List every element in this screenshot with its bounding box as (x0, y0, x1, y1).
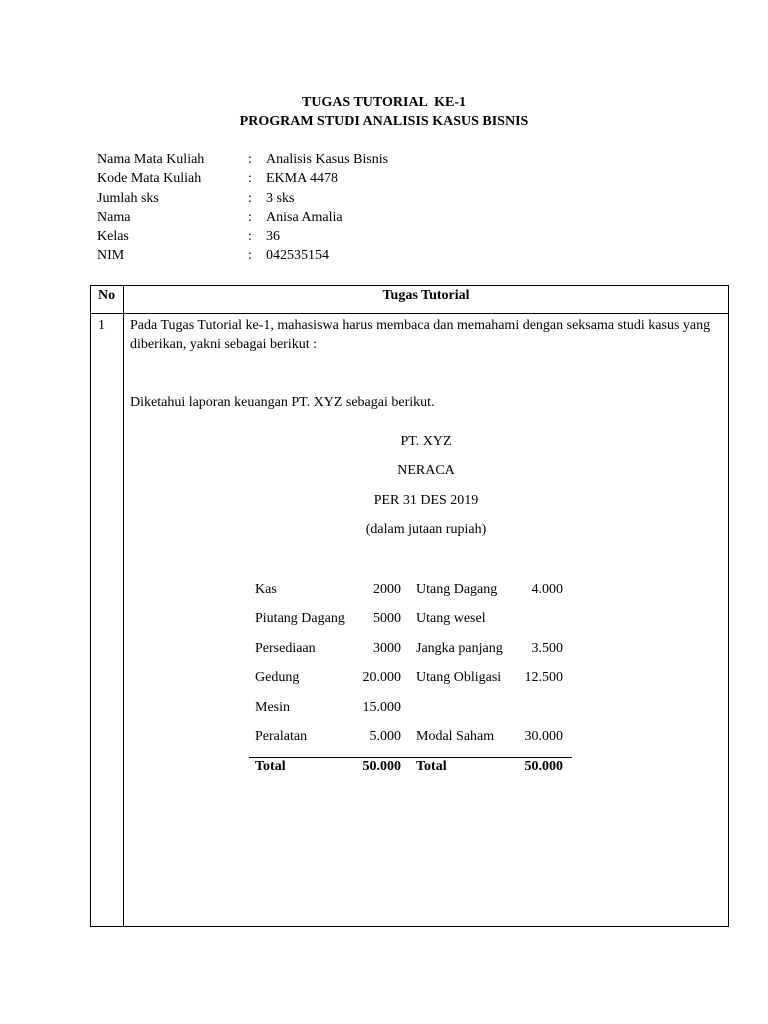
asset-value: 20.000 (362, 670, 401, 685)
asset-label: Kas (255, 582, 277, 597)
asset-label: Piutang Dagang (255, 611, 345, 626)
column-divider (123, 286, 124, 926)
asset-label: Mesin (255, 700, 290, 715)
company-name: PT. XYZ (400, 434, 452, 449)
info-row-course-name (97, 150, 697, 169)
info-label: NIM (97, 248, 125, 264)
task-paragraph: Pada Tugas Tutorial ke-1, mahasiswa harus membaca dan memahami dengan seksama studi kasus yang diberikan, yakni sebagai berikut : (130, 318, 711, 352)
info-value: 36 (266, 229, 280, 245)
task-intro: Diketahui laporan keuangan PT. XYZ sebagai berikut. (130, 395, 435, 410)
info-label: Jumlah sks (97, 190, 159, 206)
row-number: 1 (98, 318, 105, 333)
asset-value: 3000 (373, 641, 401, 656)
liability-value: 30.000 (524, 729, 563, 744)
header-divider (91, 313, 728, 314)
liability-value: 4.000 (531, 582, 563, 597)
liability-label: Utang Dagang (416, 582, 498, 597)
liability-label: Utang Obligasi (416, 670, 502, 685)
info-row-nim (97, 246, 697, 265)
info-colon: : (248, 229, 252, 245)
column-header-task: Tugas Tutorial (382, 288, 470, 303)
info-label: Kelas (97, 229, 129, 245)
info-colon: : (248, 190, 252, 206)
statement-title: NERACA (397, 463, 455, 478)
info-value: 3 sks (266, 190, 295, 206)
asset-value: 5000 (373, 611, 401, 626)
info-value: 042535154 (266, 248, 329, 264)
info-label: Nama (97, 209, 131, 225)
info-colon: : (248, 171, 252, 187)
liability-label: Utang wesel (416, 611, 486, 626)
total-rule (249, 757, 572, 758)
liability-value: 12.500 (524, 670, 563, 685)
document-title: TUGAS TUTORIAL KE-1 (301, 95, 467, 110)
asset-value: 5.000 (369, 729, 401, 744)
info-value: EKMA 4478 (266, 171, 338, 187)
asset-label: Persediaan (255, 641, 316, 656)
info-row-credits (97, 189, 697, 208)
info-label: Kode Mata Kuliah (97, 171, 202, 187)
liability-total-label: Total (416, 759, 447, 774)
info-row-class (97, 227, 697, 246)
info-colon: : (248, 248, 252, 264)
info-value: Anisa Amalia (266, 209, 343, 225)
asset-label: Peralatan (255, 729, 308, 744)
info-value: Analisis Kasus Bisnis (266, 152, 389, 167)
asset-label: Gedung (255, 670, 300, 685)
statement-period: PER 31 DES 2019 (373, 493, 479, 508)
liability-label: Modal Saham (416, 729, 495, 744)
statement-unit: (dalam jutaan rupiah) (365, 522, 487, 537)
column-header-no: No (98, 288, 116, 303)
asset-total-value: 50.000 (362, 759, 401, 774)
info-row-course-code (97, 169, 697, 188)
liability-label: Jangka panjang (416, 641, 503, 656)
document-subtitle: PROGRAM STUDI ANALISIS KASUS BISNIS (239, 114, 529, 129)
info-row-name (97, 208, 697, 227)
course-info (97, 150, 697, 266)
asset-value: 2000 (373, 582, 401, 597)
asset-value: 15.000 (362, 700, 401, 715)
info-colon: : (248, 209, 252, 225)
info-label: Nama Mata Kuliah (97, 152, 205, 167)
asset-total-label: Total (255, 759, 286, 774)
task-table (90, 285, 729, 927)
info-colon: : (248, 152, 252, 167)
liability-total-value: 50.000 (524, 759, 563, 774)
liability-value: 3.500 (531, 641, 563, 656)
